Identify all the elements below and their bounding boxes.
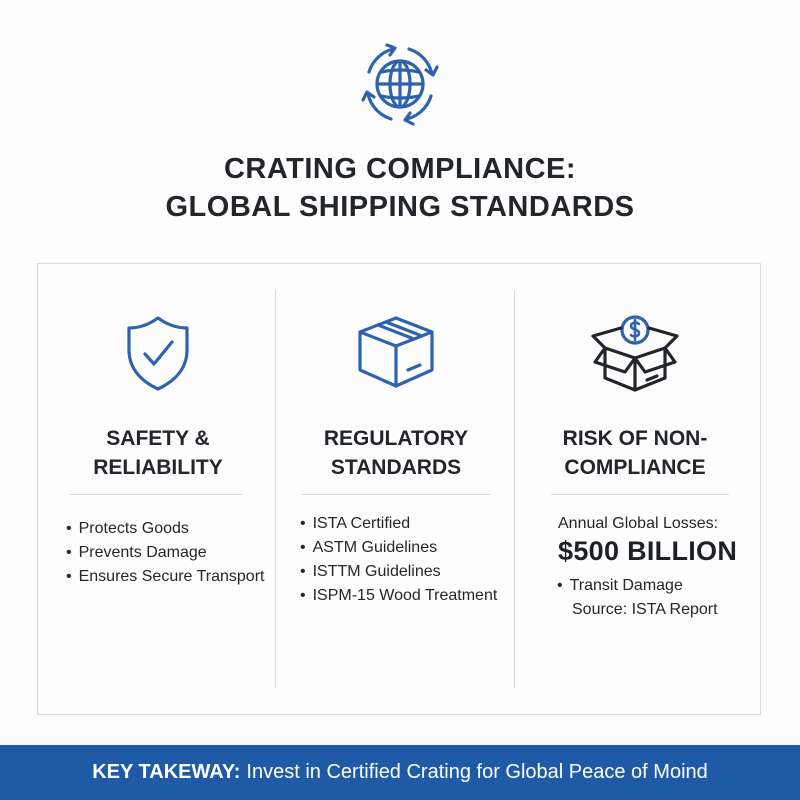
feature-list [66,517,264,589]
takeaway-text: Invest in Certified Crating for Global Peace of Moind [246,761,708,783]
column-regulatory [276,264,516,716]
open-box-dollar-icon [515,312,755,392]
losses-label: Annual Global Losses: [558,515,719,532]
column-title-line: SAFETY & [106,427,210,450]
divider [70,494,242,495]
title-line-2: GLOBAL SHIPPING STANDARDS [165,191,635,223]
page-title [0,150,800,226]
title-line-1: CRATING COMPLIANCE: [223,153,577,185]
column-risk [515,264,755,716]
list-item: • Prevents Damage [66,541,264,565]
column-title-line: RELIABILITY [93,456,223,479]
column-title-line: REGULATORY [323,427,469,450]
column-title-line: STANDARDS [330,456,462,479]
risk-bullet-text: Transit Damage [569,577,683,594]
list-item: • ASTM Guidelines [300,536,497,560]
divider [551,494,729,495]
list-item: • Ensures Secure Transport [66,565,264,589]
box-icon [276,312,516,392]
column-safety [38,264,278,716]
key-takeaway-banner [0,745,800,800]
list-item: • Protects Goods [66,517,264,541]
column-title [276,424,516,482]
globe-with-circular-arrows-icon [355,36,445,132]
takeaway-label: KEY TAKEWAY: [92,761,241,783]
content-panel [37,263,761,715]
divider [302,494,490,495]
risk-bullet [557,574,683,598]
list-item: • ISPM-15 Wood Treatment [300,584,497,608]
losses-value: $500 BILLION [558,536,738,566]
column-title [515,424,755,482]
column-title-line: COMPLIANCE [564,456,706,479]
standards-list [300,512,497,608]
column-title-line: RISK OF NON- [562,427,708,450]
shield-check-icon [38,312,278,392]
list-item: • ISTA Certified [300,512,497,536]
source-note: Source: ISTA Report [572,601,718,618]
list-item: • ISTTM Guidelines [300,560,497,584]
column-title [38,424,278,482]
